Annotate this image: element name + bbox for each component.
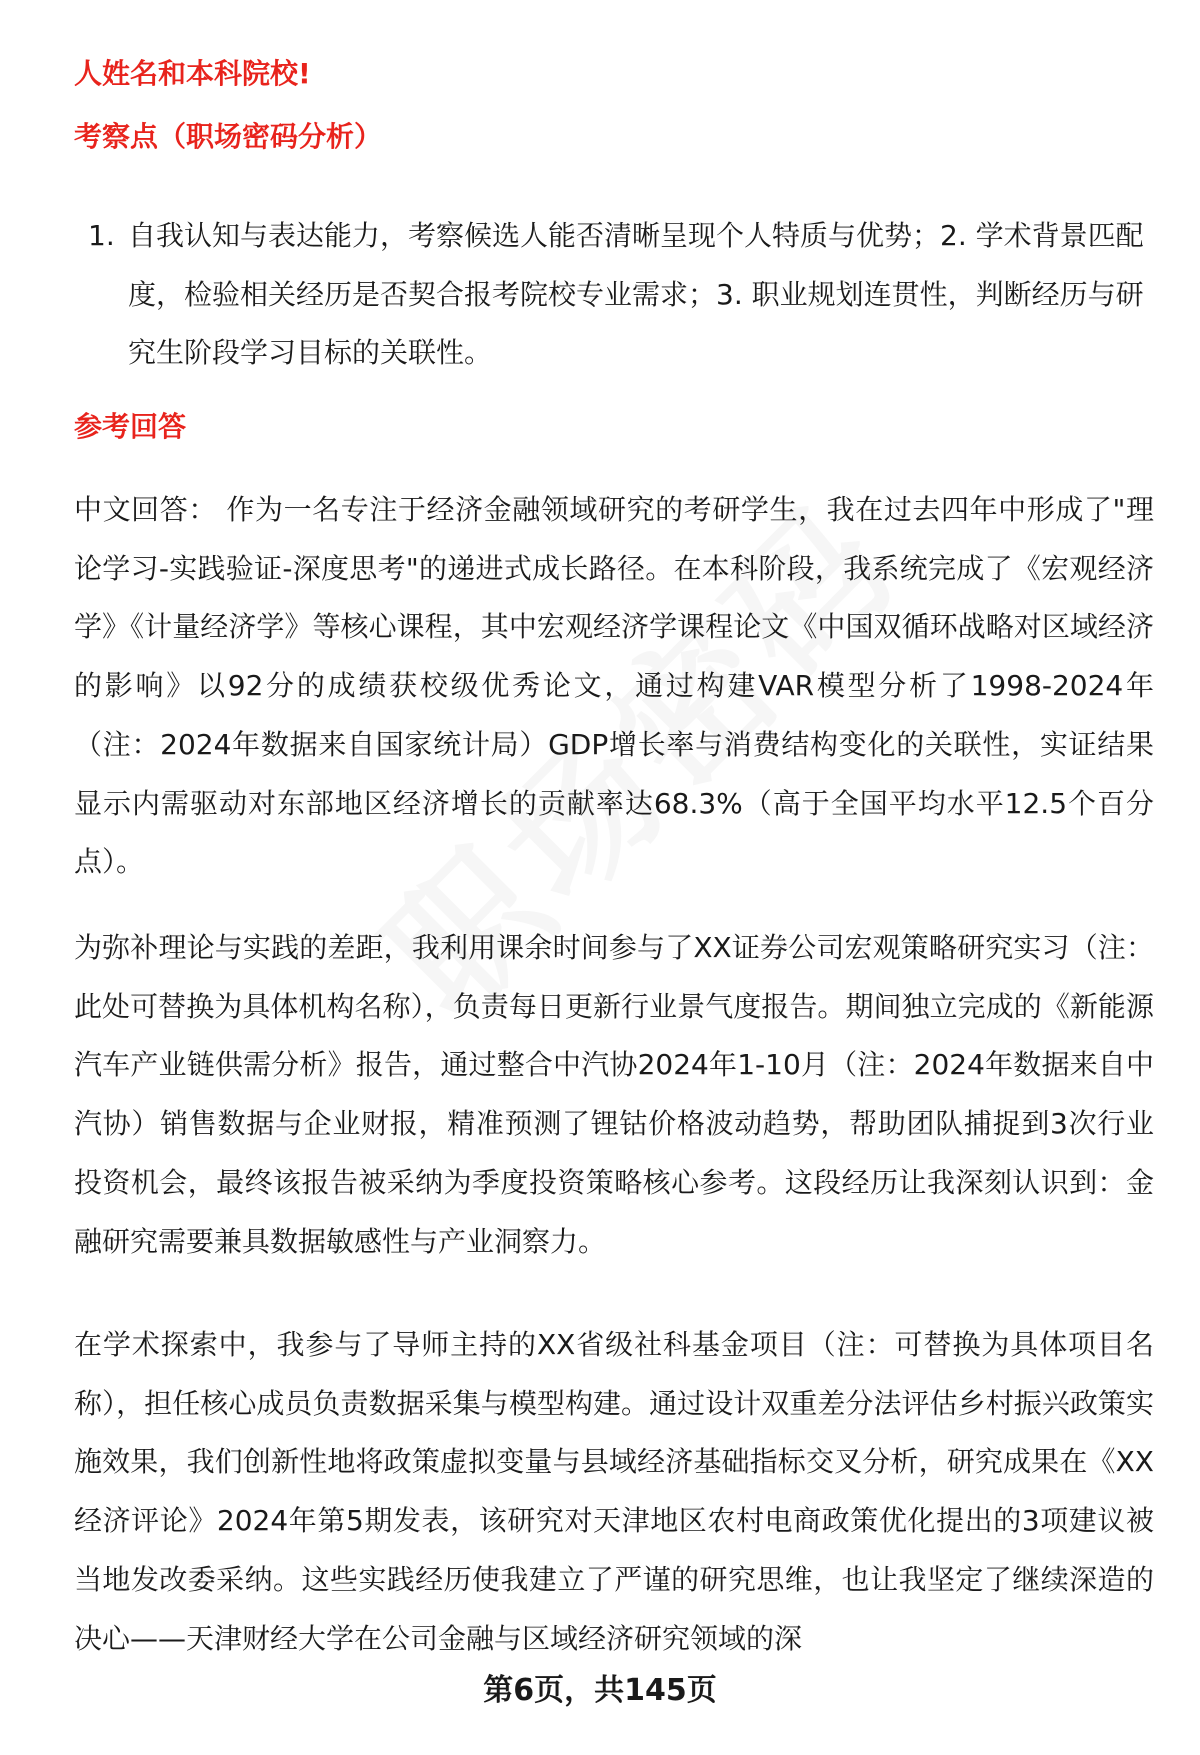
focus-heading: 考察点（职场密码分析） (74, 120, 383, 153)
answer-paragraph-2: 为弥补理论与实践的差距，我利用课余时间参与了XX证券公司宏观策略研究实习（注：此处可替换为具体机构名称），负责每日更新行业景气度报告。期间独立完成的《新能源汽车产业链供需分析》报告，通过整合中汽协2024年1-10月（注：2024年数据来自中汽协）销售数据与企业财报，精准预测了锂钴价格波动趋势，帮助团队捕捉到3次行业投资机会，最终该报告被采纳为季度投资策略核心参考。这段经历让我深刻认识到：金融研究需要兼具数据敏感性与产业洞察力。 (74, 931, 1154, 1258)
page-number: 第6页，共145页 (483, 1673, 717, 1708)
list-text: 自我认知与表达能力，考察候选人能否清晰呈现个人特质与优势；2. 学术背景匹配度，检验相关经历是否契合报考院校专业需求；3. 职业规划连贯性，判断经历与研究生阶段学习目标的关联性。 (128, 219, 1144, 369)
focus-list (74, 207, 1154, 383)
answer-paragraph-1: 中文回答： 作为一名专注于经济金融领域研究的考研学生，我在过去四年中形成了"理论学习-实践验证-深度思考"的递进式成长路径。在本科阶段，我系统完成了《宏观经济学》《计量经济学》等核心课程，其中宏观经济学课程论文《中国双循环战略对区域经济的影响》以92分的成绩获校级优秀论文，通过构建VAR模型分析了1998-2024年（注：2024年数据来自国家统计局）GDP增长率与消费结构变化的关联性，实证结果显示内需驱动对东部地区经济增长的贡献率达68.3%（高于全国平均水平12.5个百分点）。 (74, 493, 1154, 879)
list-item (74, 207, 1154, 383)
answer-heading: 参考回答 (74, 410, 187, 443)
intro-heading: 人姓名和本科院校! (74, 57, 311, 90)
list-number: 1. (88, 219, 115, 252)
answer-paragraph-3: 在学术探索中，我参与了导师主持的XX省级社科基金项目（注：可替换为具体项目名称），担任核心成员负责数据采集与模型构建。通过设计双重差分法评估乡村振兴政策实施效果，我们创新性地将政策虚拟变量与县域经济基础指标交叉分析，研究成果在《XX经济评论》2024年第5期发表，该研究对天津地区农村电商政策优化提出的3项建议被当地发改委采纳。这些实践经历使我建立了严谨的研究思维，也让我坚定了继续深造的决心——天津财经大学在公司金融与区域经济研究领域的深 (74, 1328, 1154, 1655)
